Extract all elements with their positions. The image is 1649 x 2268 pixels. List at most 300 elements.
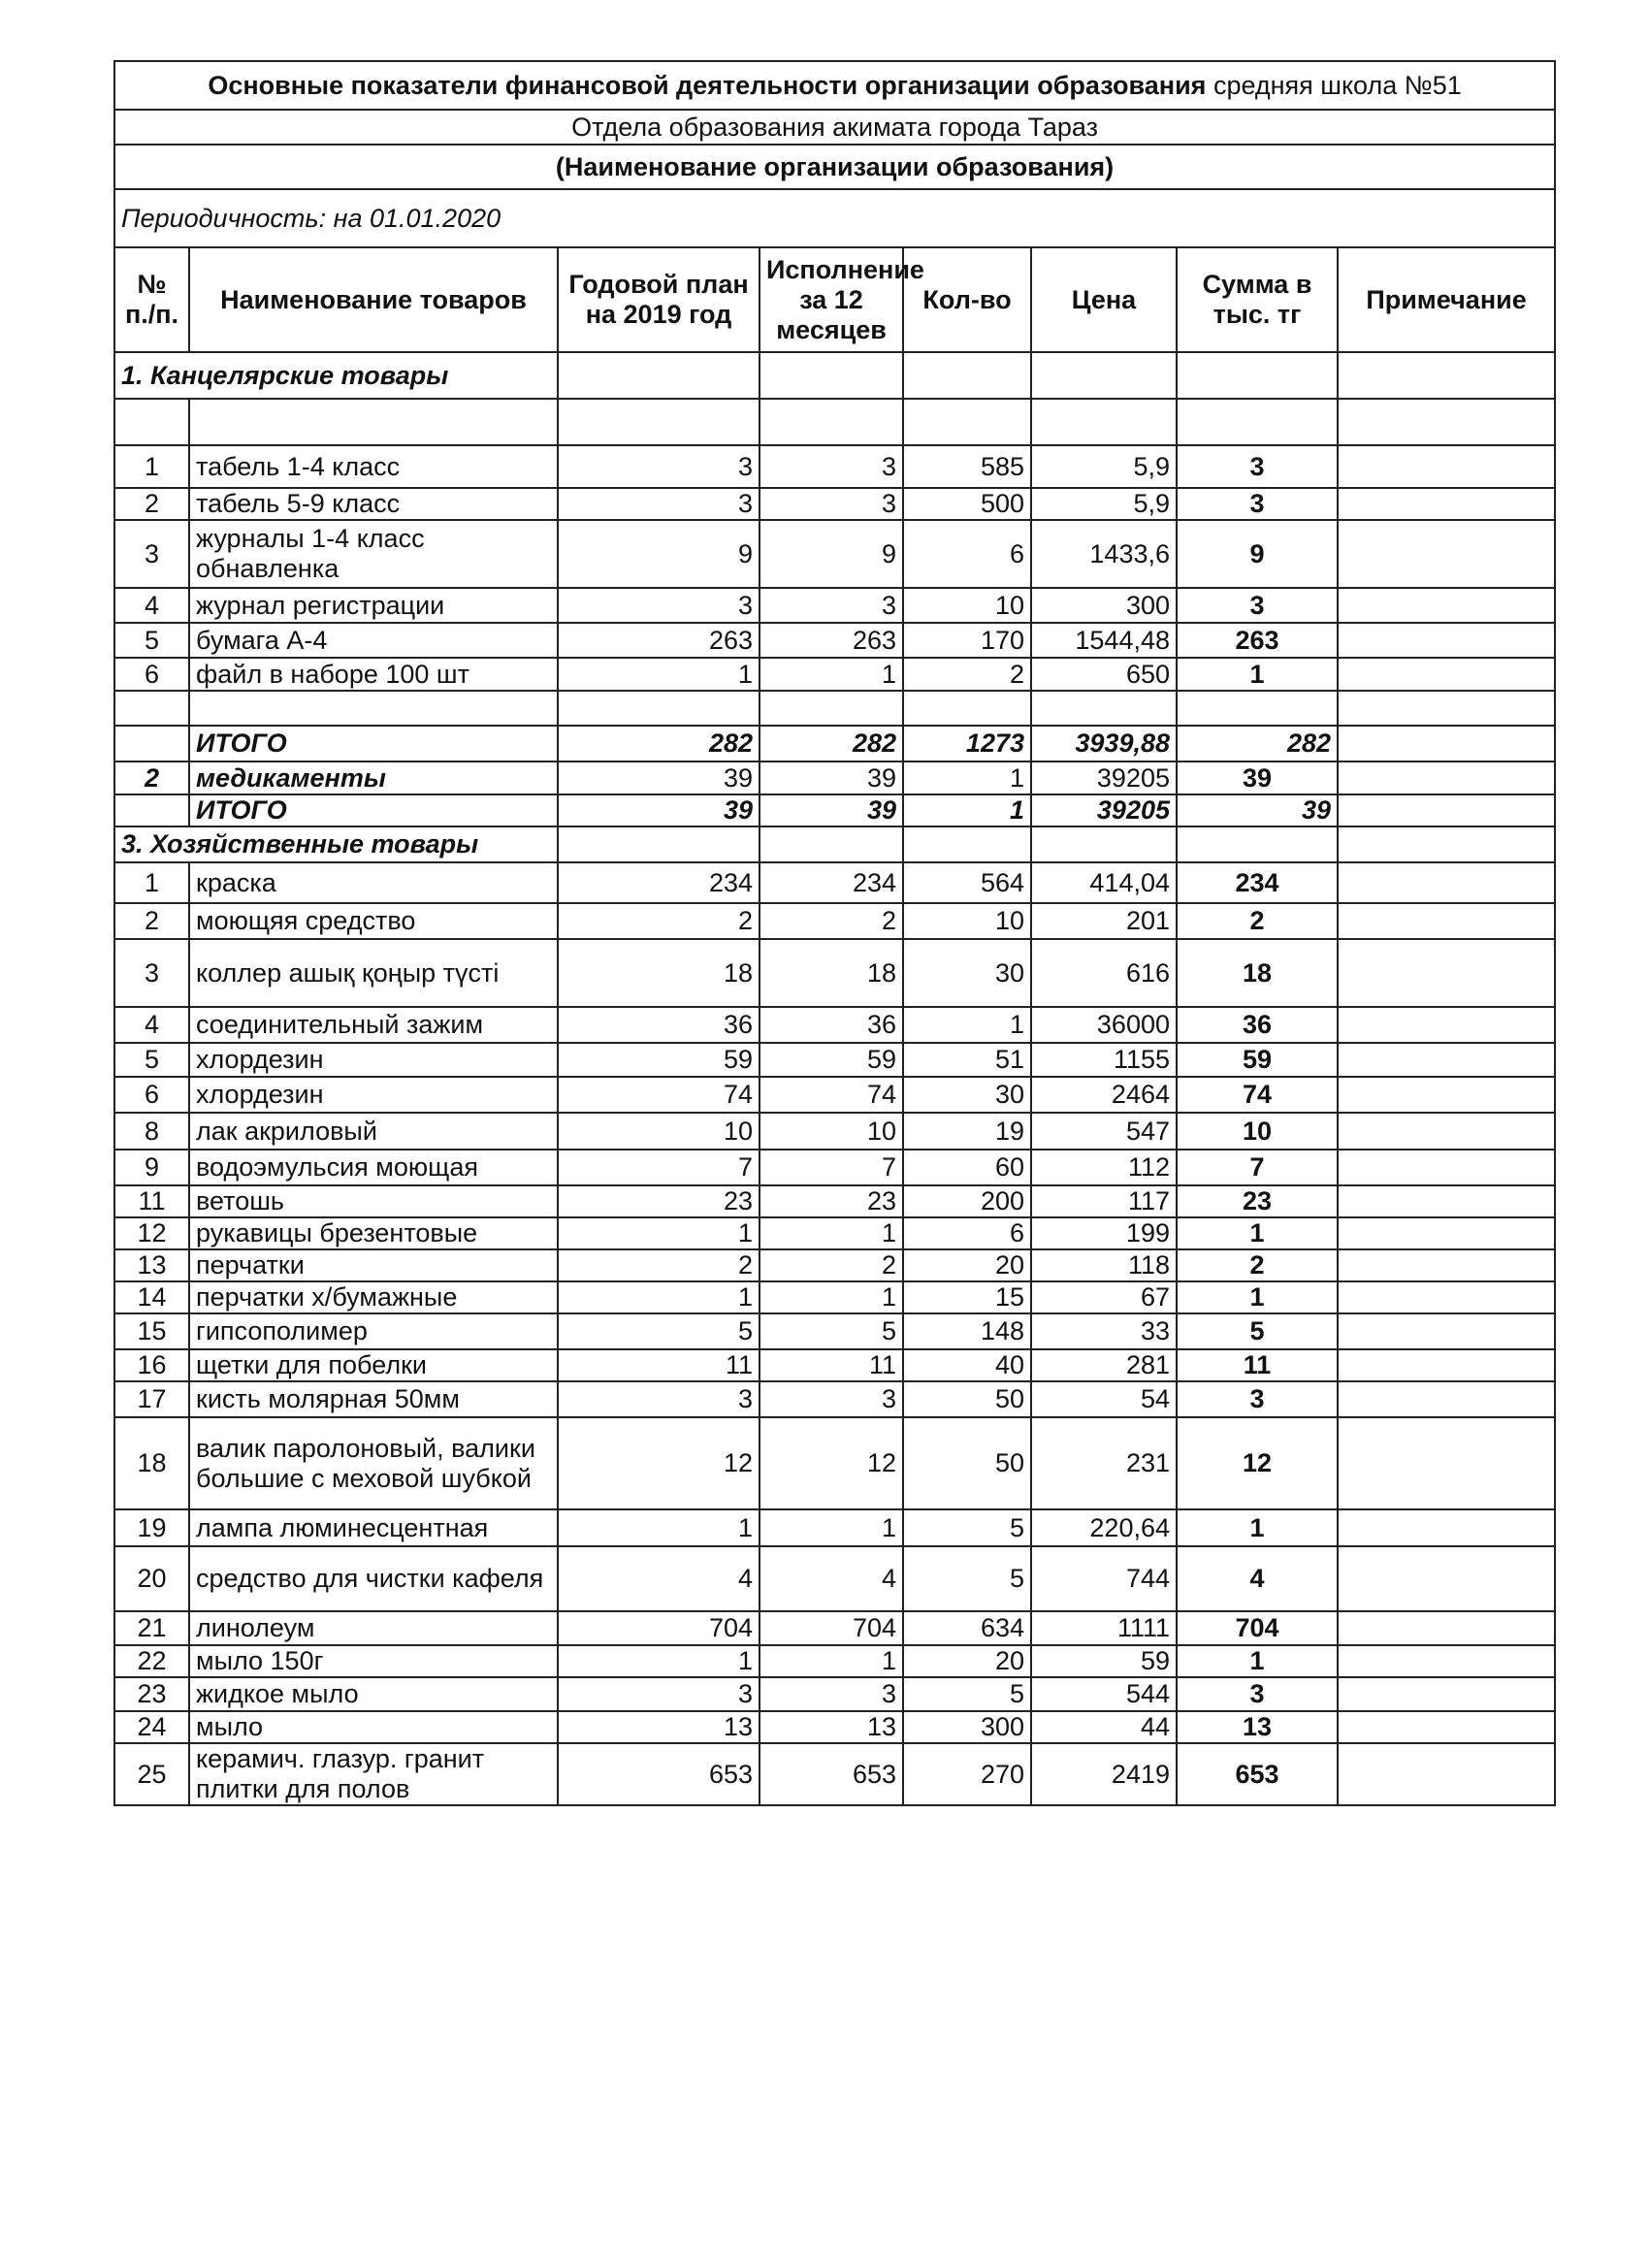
row-number: 5: [114, 1043, 189, 1077]
note-cell: [1338, 726, 1555, 761]
item-name: мыло 150г: [189, 1645, 558, 1677]
item-name: ветошь: [189, 1185, 558, 1217]
quantity: 6: [903, 1217, 1031, 1249]
row-number: 24: [114, 1711, 189, 1743]
note-cell: [1338, 1185, 1555, 1217]
report-subtitle-row: [114, 110, 1555, 145]
price: 547: [1031, 1113, 1177, 1150]
total-done: 39: [760, 794, 903, 826]
row-number: 12: [114, 1217, 189, 1249]
executed-12-months: 234: [760, 862, 903, 903]
annual-plan: 1: [558, 1645, 760, 1677]
note-cell: [1338, 794, 1555, 826]
note-cell: [1338, 862, 1555, 903]
total-row: [114, 794, 1555, 826]
table-row: [114, 1249, 1555, 1281]
col-header-note: Примечание: [1338, 247, 1555, 352]
sum-thousand-tenge: 1: [1177, 658, 1338, 691]
report-title-school: средняя школа №51: [1206, 70, 1462, 100]
note-cell: [1338, 761, 1555, 794]
row-number: 8: [114, 1113, 189, 1150]
sum-thousand-tenge: 1: [1177, 1281, 1338, 1313]
row-number: 3: [114, 939, 189, 1007]
annual-plan: 3: [558, 1677, 760, 1711]
item-name: журналы 1-4 класс обнавленка: [189, 520, 558, 588]
quantity: 51: [903, 1043, 1031, 1077]
empty-cell: [1177, 691, 1338, 726]
sum-thousand-tenge: 18: [1177, 939, 1338, 1007]
row-number: 2: [114, 488, 189, 520]
price: 2419: [1031, 1743, 1177, 1805]
sum-thousand-tenge: 3: [1177, 1381, 1338, 1417]
table-row: [114, 939, 1555, 1007]
item-name: табель 1-4 класс: [189, 445, 558, 488]
quantity: 585: [903, 445, 1031, 488]
price: 414,04: [1031, 862, 1177, 903]
empty-cell: [903, 399, 1031, 445]
sum-thousand-tenge: 5: [1177, 1313, 1338, 1349]
row-number: 13: [114, 1249, 189, 1281]
row-number: 6: [114, 1077, 189, 1113]
section-title-row: [114, 352, 1555, 399]
note-cell: [1338, 1381, 1555, 1417]
col-header-sum: Сумма в тыс. тг: [1177, 247, 1338, 352]
table-row: [114, 1113, 1555, 1150]
row-number: 15: [114, 1313, 189, 1349]
sum-thousand-tenge: 2: [1177, 903, 1338, 939]
price: 1433,6: [1031, 520, 1177, 588]
sum-thousand-tenge: 11: [1177, 1349, 1338, 1381]
executed-12-months: 10: [760, 1113, 903, 1150]
row-number: 5: [114, 623, 189, 658]
row-number: 22: [114, 1645, 189, 1677]
annual-plan: 36: [558, 1007, 760, 1043]
executed-12-months: 3: [760, 1381, 903, 1417]
total-qty: 1: [903, 794, 1031, 826]
note-cell: [1338, 1150, 1555, 1185]
row-number: 19: [114, 1509, 189, 1546]
table-row: [114, 1150, 1555, 1185]
quantity: 30: [903, 939, 1031, 1007]
total-plan: 39: [558, 794, 760, 826]
price: 1544,48: [1031, 623, 1177, 658]
quantity: 2: [903, 658, 1031, 691]
col-header-qty: Кол-во: [903, 247, 1031, 352]
note-cell: [1338, 1077, 1555, 1113]
quantity: 10: [903, 588, 1031, 623]
executed-12-months: 1: [760, 1509, 903, 1546]
table-row: [114, 903, 1555, 939]
total-label: ИТОГО: [189, 794, 558, 826]
note-cell: [1338, 588, 1555, 623]
empty-cell: [1177, 352, 1338, 399]
annual-plan: 9: [558, 520, 760, 588]
table-row: [114, 488, 1555, 520]
annual-plan: 59: [558, 1043, 760, 1077]
item-name: щетки для побелки: [189, 1349, 558, 1381]
sum-thousand-tenge: 3: [1177, 588, 1338, 623]
table-row: [114, 1677, 1555, 1711]
executed-12-months: 12: [760, 1417, 903, 1509]
col-header-num: № п./п.: [114, 247, 189, 352]
price: 220,64: [1031, 1509, 1177, 1546]
quantity: 50: [903, 1381, 1031, 1417]
sum-thousand-tenge: 39: [1177, 761, 1338, 794]
item-name: линолеум: [189, 1611, 558, 1645]
quantity: 634: [903, 1611, 1031, 1645]
empty-cell: [114, 691, 189, 726]
table-row: [114, 520, 1555, 588]
empty-cell: [903, 826, 1031, 862]
item-name: водоэмульсия моющая: [189, 1150, 558, 1185]
table-row: [114, 1185, 1555, 1217]
annual-plan: 263: [558, 623, 760, 658]
sum-thousand-tenge: 3: [1177, 1677, 1338, 1711]
item-name: лампа люминесцентная: [189, 1509, 558, 1546]
total-price: 3939,88: [1031, 726, 1177, 761]
annual-plan: 10: [558, 1113, 760, 1150]
item-name: коллер ашық қоңыр түсті: [189, 939, 558, 1007]
executed-12-months: 39: [760, 761, 903, 794]
empty-cell: [760, 691, 903, 726]
quantity: 170: [903, 623, 1031, 658]
sum-thousand-tenge: 3: [1177, 488, 1338, 520]
note-cell: [1338, 445, 1555, 488]
note-cell: [1338, 903, 1555, 939]
item-name: гипсополимер: [189, 1313, 558, 1349]
empty-cell: [189, 399, 558, 445]
price: 67: [1031, 1281, 1177, 1313]
note-cell: [1338, 1645, 1555, 1677]
item-name: жидкое мыло: [189, 1677, 558, 1711]
empty-cell: [558, 826, 760, 862]
item-name: хлордезин: [189, 1077, 558, 1113]
col-header-plan: Годовой план на 2019 год: [558, 247, 760, 352]
executed-12-months: 1: [760, 1217, 903, 1249]
annual-plan: 11: [558, 1349, 760, 1381]
quantity: 200: [903, 1185, 1031, 1217]
price: 44: [1031, 1711, 1177, 1743]
executed-12-months: 3: [760, 588, 903, 623]
executed-12-months: 9: [760, 520, 903, 588]
report-title-bold: Основные показатели финансовой деятельности организации образования: [208, 70, 1207, 100]
executed-12-months: 653: [760, 1743, 903, 1805]
executed-12-months: 3: [760, 445, 903, 488]
row-number: 4: [114, 588, 189, 623]
section-title: 3. Хозяйственные товары: [114, 826, 558, 862]
quantity: 270: [903, 1743, 1031, 1805]
table-row: [114, 1077, 1555, 1113]
note-cell: [1338, 1546, 1555, 1611]
periodicity-row: [114, 189, 1555, 247]
executed-12-months: 18: [760, 939, 903, 1007]
row-number: 11: [114, 1185, 189, 1217]
item-name: мыло: [189, 1711, 558, 1743]
note-cell: [1338, 520, 1555, 588]
sum-thousand-tenge: 2: [1177, 1249, 1338, 1281]
price: 744: [1031, 1546, 1177, 1611]
price: 54: [1031, 1381, 1177, 1417]
price: 616: [1031, 939, 1177, 1007]
total-plan: 282: [558, 726, 760, 761]
item-name: табель 5-9 класс: [189, 488, 558, 520]
row-number: 25: [114, 1743, 189, 1805]
table-row: [114, 1509, 1555, 1546]
sum-thousand-tenge: 1: [1177, 1509, 1338, 1546]
row-number: 2: [114, 761, 189, 794]
total-qty: 1273: [903, 726, 1031, 761]
sum-thousand-tenge: 234: [1177, 862, 1338, 903]
quantity: 10: [903, 903, 1031, 939]
note-cell: [1338, 1313, 1555, 1349]
quantity: 5: [903, 1509, 1031, 1546]
note-cell: [1338, 1743, 1555, 1805]
note-cell: [1338, 623, 1555, 658]
col-header-name: Наименование товаров: [189, 247, 558, 352]
annual-plan: 653: [558, 1743, 760, 1805]
quantity: 5: [903, 1677, 1031, 1711]
executed-12-months: 5: [760, 1313, 903, 1349]
table-row: [114, 1611, 1555, 1645]
col-header-price: Цена: [1031, 247, 1177, 352]
quantity: 564: [903, 862, 1031, 903]
sum-thousand-tenge: 36: [1177, 1007, 1338, 1043]
report-title-row: [114, 61, 1555, 110]
note-cell: [1338, 1417, 1555, 1509]
sum-thousand-tenge: 3: [1177, 445, 1338, 488]
total-price: 39205: [1031, 794, 1177, 826]
executed-12-months: 1: [760, 1281, 903, 1313]
quantity: 1: [903, 1007, 1031, 1043]
report-subtitle: Отдела образования акимата города Тараз: [114, 110, 1555, 145]
executed-12-months: 263: [760, 623, 903, 658]
total-row: [114, 726, 1555, 761]
quantity: 6: [903, 520, 1031, 588]
item-name: файл в наборе 100 шт: [189, 658, 558, 691]
annual-plan: 7: [558, 1150, 760, 1185]
note-cell: [1338, 1509, 1555, 1546]
sum-thousand-tenge: 9: [1177, 520, 1338, 588]
item-name: соединительный зажим: [189, 1007, 558, 1043]
table-row: [114, 588, 1555, 623]
table-row: [114, 1743, 1555, 1805]
annual-plan: 5: [558, 1313, 760, 1349]
note-cell: [1338, 1349, 1555, 1381]
price: 650: [1031, 658, 1177, 691]
price: 1155: [1031, 1043, 1177, 1077]
section-title-row: [114, 826, 1555, 862]
annual-plan: 4: [558, 1546, 760, 1611]
total-done: 282: [760, 726, 903, 761]
table-row: [114, 1217, 1555, 1249]
item-name: валик паролоновый, валики большие с меховой шубкой: [189, 1417, 558, 1509]
note-cell: [1338, 488, 1555, 520]
empty-cell: [1338, 826, 1555, 862]
sum-thousand-tenge: 1: [1177, 1645, 1338, 1677]
executed-12-months: 13: [760, 1711, 903, 1743]
quantity: 20: [903, 1249, 1031, 1281]
quantity: 15: [903, 1281, 1031, 1313]
price: 36000: [1031, 1007, 1177, 1043]
table-row: [114, 862, 1555, 903]
item-name: перчатки х/бумажные: [189, 1281, 558, 1313]
note-cell: [1338, 1711, 1555, 1743]
row-number: 17: [114, 1381, 189, 1417]
executed-12-months: 4: [760, 1546, 903, 1611]
quantity: 60: [903, 1150, 1031, 1185]
annual-plan: 3: [558, 1381, 760, 1417]
note-cell: [1338, 1281, 1555, 1313]
sum-thousand-tenge: 4: [1177, 1546, 1338, 1611]
table-row: [114, 623, 1555, 658]
annual-plan: 1: [558, 1509, 760, 1546]
executed-12-months: 1: [760, 1645, 903, 1677]
price: 199: [1031, 1217, 1177, 1249]
sum-thousand-tenge: 74: [1177, 1077, 1338, 1113]
price: 117: [1031, 1185, 1177, 1217]
sum-thousand-tenge: 653: [1177, 1743, 1338, 1805]
executed-12-months: 74: [760, 1077, 903, 1113]
empty-cell: [189, 691, 558, 726]
executed-12-months: 11: [760, 1349, 903, 1381]
note-cell: [1338, 1611, 1555, 1645]
quantity: 30: [903, 1077, 1031, 1113]
price: 59: [1031, 1645, 1177, 1677]
empty-cell: [558, 352, 760, 399]
row-number: 16: [114, 1349, 189, 1381]
empty-cell: [1177, 826, 1338, 862]
table-row: [114, 1349, 1555, 1381]
executed-12-months: 59: [760, 1043, 903, 1077]
row-number: 4: [114, 1007, 189, 1043]
price: 5,9: [1031, 445, 1177, 488]
executed-12-months: 3: [760, 488, 903, 520]
empty-cell: [1338, 352, 1555, 399]
price: 300: [1031, 588, 1177, 623]
row-number: 23: [114, 1677, 189, 1711]
sum-thousand-tenge: 13: [1177, 1711, 1338, 1743]
table-row: [114, 658, 1555, 691]
table-row: [114, 1007, 1555, 1043]
note-cell: [1338, 1217, 1555, 1249]
annual-plan: 1: [558, 658, 760, 691]
sum-thousand-tenge: 7: [1177, 1150, 1338, 1185]
empty-cell: [760, 352, 903, 399]
annual-plan: 23: [558, 1185, 760, 1217]
empty-cell: [760, 399, 903, 445]
quantity: 1: [903, 761, 1031, 794]
annual-plan: 18: [558, 939, 760, 1007]
table-row: [114, 1417, 1555, 1509]
item-name: средство для чистки кафеля: [189, 1546, 558, 1611]
item-name: хлордезин: [189, 1043, 558, 1077]
table-row: [114, 1313, 1555, 1349]
quantity: 5: [903, 1546, 1031, 1611]
executed-12-months: 23: [760, 1185, 903, 1217]
item-name: рукавицы брезентовые: [189, 1217, 558, 1249]
executed-12-months: 3: [760, 1677, 903, 1711]
price: 5,9: [1031, 488, 1177, 520]
empty-cell: [114, 399, 189, 445]
empty-cell: [1031, 399, 1177, 445]
sum-thousand-tenge: 59: [1177, 1043, 1338, 1077]
periodicity: Периодичность: на 01.01.2020: [114, 189, 1555, 247]
column-header-row: [114, 247, 1555, 352]
price: 112: [1031, 1150, 1177, 1185]
price: 201: [1031, 903, 1177, 939]
sum-thousand-tenge: 12: [1177, 1417, 1338, 1509]
annual-plan: 2: [558, 1249, 760, 1281]
quantity: 148: [903, 1313, 1031, 1349]
org-name-note: (Наименование организации образования): [114, 145, 1555, 189]
empty-cell: [114, 794, 189, 826]
item-name: кисть молярная 50мм: [189, 1381, 558, 1417]
quantity: 19: [903, 1113, 1031, 1150]
executed-12-months: 7: [760, 1150, 903, 1185]
price: 39205: [1031, 761, 1177, 794]
sum-thousand-tenge: 704: [1177, 1611, 1338, 1645]
row-number: 6: [114, 658, 189, 691]
item-name: журнал регистрации: [189, 588, 558, 623]
note-cell: [1338, 1007, 1555, 1043]
note-cell: [1338, 658, 1555, 691]
row-number: 3: [114, 520, 189, 588]
note-cell: [1338, 1043, 1555, 1077]
table-row: [114, 1711, 1555, 1743]
section-2-row: [114, 761, 1555, 794]
row-number: 21: [114, 1611, 189, 1645]
report-table: [113, 60, 1556, 1806]
total-sum: 39: [1177, 794, 1338, 826]
note-cell: [1338, 1677, 1555, 1711]
quantity: 500: [903, 488, 1031, 520]
annual-plan: 12: [558, 1417, 760, 1509]
row-number: 20: [114, 1546, 189, 1611]
empty-cell: [1338, 691, 1555, 726]
annual-plan: 704: [558, 1611, 760, 1645]
row-number: 9: [114, 1150, 189, 1185]
empty-cell: [114, 726, 189, 761]
annual-plan: 3: [558, 488, 760, 520]
item-name: моющяя средство: [189, 903, 558, 939]
financial-report-document: [113, 60, 1554, 1806]
table-row: [114, 1645, 1555, 1677]
annual-plan: 3: [558, 445, 760, 488]
empty-cell: [760, 826, 903, 862]
table-row: [114, 1546, 1555, 1611]
annual-plan: 74: [558, 1077, 760, 1113]
empty-cell: [558, 399, 760, 445]
blank-row: [114, 399, 1555, 445]
item-name: лак акриловый: [189, 1113, 558, 1150]
empty-cell: [1338, 399, 1555, 445]
sum-thousand-tenge: 23: [1177, 1185, 1338, 1217]
table-row: [114, 445, 1555, 488]
note-cell: [1338, 939, 1555, 1007]
quantity: 20: [903, 1645, 1031, 1677]
item-name: перчатки: [189, 1249, 558, 1281]
executed-12-months: 2: [760, 903, 903, 939]
table-row: [114, 1043, 1555, 1077]
price: 33: [1031, 1313, 1177, 1349]
annual-plan: 2: [558, 903, 760, 939]
section-title: 1. Канцелярские товары: [114, 352, 558, 399]
org-note-row: [114, 145, 1555, 189]
quantity: 300: [903, 1711, 1031, 1743]
empty-cell: [903, 691, 1031, 726]
item-name: бумага А-4: [189, 623, 558, 658]
total-sum: 282: [1177, 726, 1338, 761]
